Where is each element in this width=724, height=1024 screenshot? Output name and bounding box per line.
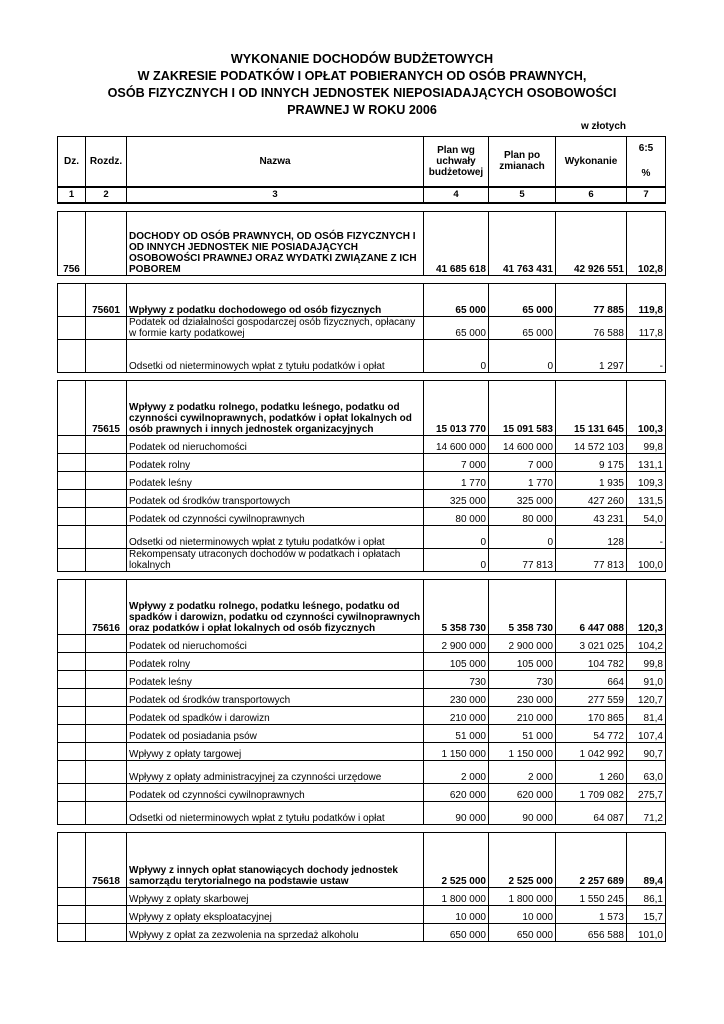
item-name: Podatek od środków transportowych xyxy=(127,688,424,706)
group-plan: 5 358 730 xyxy=(424,579,489,634)
table-header-row xyxy=(58,137,666,187)
group-plan-after: 15 091 583 xyxy=(489,380,556,435)
item-name: Odsetki od nieterminowych wpłat z tytułu podatków i opłat xyxy=(127,339,424,372)
group-dz xyxy=(58,832,86,887)
item-exec: 54 772 xyxy=(556,724,627,742)
item-dz xyxy=(58,525,86,548)
item-pct: 101,0 xyxy=(627,923,666,941)
item-exec: 1 042 992 xyxy=(556,742,627,760)
item-exec: 64 087 xyxy=(556,801,627,824)
item-name: Wpływy z opłaty administracyjnej za czynności urzędowe xyxy=(127,760,424,783)
item-rozdz xyxy=(86,724,127,742)
item-pct: 99,8 xyxy=(627,652,666,670)
item-exec: 14 572 103 xyxy=(556,435,627,453)
item-name: Podatek od nieruchomości xyxy=(127,435,424,453)
item-rozdz xyxy=(86,507,127,525)
item-plan: 1 800 000 xyxy=(424,887,489,905)
item-name: Podatek leśny xyxy=(127,670,424,688)
item-rozdz xyxy=(86,634,127,652)
section-exec: 42 926 551 xyxy=(556,211,627,275)
group-plan: 15 013 770 xyxy=(424,380,489,435)
item-exec: 43 231 xyxy=(556,507,627,525)
header-ratio-bottom: % xyxy=(641,168,651,180)
header-wykonanie: Wykonanie xyxy=(556,137,627,187)
item-plan: 210 000 xyxy=(424,706,489,724)
spacer-row xyxy=(58,372,666,380)
col-number: 1 xyxy=(58,187,86,203)
group-row xyxy=(58,832,666,887)
group-rozdz: 75615 xyxy=(86,380,127,435)
title-line-2: W ZAKRESIE PODATKÓW I OPŁAT POBIERANYCH OD OSÓB PRAWNYCH, xyxy=(137,69,587,83)
item-row xyxy=(58,801,666,824)
section-name: DOCHODY OD OSÓB PRAWNYCH, OD OSÓB FIZYCZNYCH I OD INNYCH JEDNOSTEK NIE POSIADAJĄCYCH OSOBOWOŚCI PRAWNEJ ORAZ WYDATKI ZWIĄZANE Z ICH POBOREM xyxy=(127,211,424,275)
item-pct: 99,8 xyxy=(627,435,666,453)
item-row xyxy=(58,706,666,724)
item-plan: 325 000 xyxy=(424,489,489,507)
item-plan: 0 xyxy=(424,525,489,548)
group-dz xyxy=(58,283,86,316)
item-rozdz xyxy=(86,548,127,571)
item-plan: 1 770 xyxy=(424,471,489,489)
item-dz xyxy=(58,435,86,453)
group-pct: 120,3 xyxy=(627,579,666,634)
item-plan: 0 xyxy=(424,339,489,372)
spacer-row xyxy=(58,824,666,832)
item-plan-after: 90 000 xyxy=(489,801,556,824)
item-plan-after: 14 600 000 xyxy=(489,435,556,453)
item-rozdz xyxy=(86,706,127,724)
item-plan: 7 000 xyxy=(424,453,489,471)
item-exec: 77 813 xyxy=(556,548,627,571)
item-plan: 14 600 000 xyxy=(424,435,489,453)
item-row xyxy=(58,339,666,372)
item-exec: 1 573 xyxy=(556,905,627,923)
group-exec: 77 885 xyxy=(556,283,627,316)
item-row xyxy=(58,453,666,471)
item-name: Podatek od spadków i darowizn xyxy=(127,706,424,724)
item-pct: 81,4 xyxy=(627,706,666,724)
group-rozdz: 75618 xyxy=(86,832,127,887)
item-dz xyxy=(58,453,86,471)
item-name: Wpływy z opłaty targowej xyxy=(127,742,424,760)
item-name: Odsetki od nieterminowych wpłat z tytułu podatków i opłat xyxy=(127,525,424,548)
item-row xyxy=(58,905,666,923)
item-plan-after: 1 800 000 xyxy=(489,887,556,905)
header-plan-zmiany: Plan po zmianach xyxy=(489,137,556,187)
item-plan: 230 000 xyxy=(424,688,489,706)
section-row xyxy=(58,211,666,275)
item-pct: 120,7 xyxy=(627,688,666,706)
item-plan-after: 10 000 xyxy=(489,905,556,923)
item-dz xyxy=(58,548,86,571)
item-rozdz xyxy=(86,489,127,507)
item-exec: 76 588 xyxy=(556,316,627,339)
item-rozdz xyxy=(86,688,127,706)
item-plan: 65 000 xyxy=(424,316,489,339)
item-plan-after: 210 000 xyxy=(489,706,556,724)
item-exec: 427 260 xyxy=(556,489,627,507)
item-plan-after: 730 xyxy=(489,670,556,688)
item-row xyxy=(58,316,666,339)
item-plan: 730 xyxy=(424,670,489,688)
item-rozdz xyxy=(86,670,127,688)
item-rozdz xyxy=(86,453,127,471)
item-row xyxy=(58,489,666,507)
item-exec: 664 xyxy=(556,670,627,688)
item-dz xyxy=(58,923,86,941)
item-pct: 86,1 xyxy=(627,887,666,905)
group-row xyxy=(58,579,666,634)
item-plan: 80 000 xyxy=(424,507,489,525)
item-plan-after: 0 xyxy=(489,339,556,372)
item-pct: - xyxy=(627,525,666,548)
item-rozdz xyxy=(86,316,127,339)
group-exec: 6 447 088 xyxy=(556,579,627,634)
column-number-row xyxy=(58,187,666,203)
section-dz: 756 xyxy=(58,211,86,275)
group-rozdz: 75616 xyxy=(86,579,127,634)
item-exec: 1 260 xyxy=(556,760,627,783)
item-name: Wpływy z opłaty eksploatacyjnej xyxy=(127,905,424,923)
item-pct: 107,4 xyxy=(627,724,666,742)
section-plan-after: 41 763 431 xyxy=(489,211,556,275)
item-name: Podatek od czynności cywilnoprawnych xyxy=(127,783,424,801)
item-exec: 104 782 xyxy=(556,652,627,670)
item-name: Wpływy z opłaty skarbowej xyxy=(127,887,424,905)
col-number: 2 xyxy=(86,187,127,203)
col-number: 5 xyxy=(489,187,556,203)
item-name: Podatek od posiadania psów xyxy=(127,724,424,742)
header-plan-uchwala: Plan wg uchwały budżetowej xyxy=(424,137,489,187)
group-plan-after: 2 525 000 xyxy=(489,832,556,887)
item-plan-after: 65 000 xyxy=(489,316,556,339)
item-exec: 277 559 xyxy=(556,688,627,706)
item-plan-after: 105 000 xyxy=(489,652,556,670)
col-number: 6 xyxy=(556,187,627,203)
item-dz xyxy=(58,316,86,339)
item-dz xyxy=(58,670,86,688)
item-pct: 109,3 xyxy=(627,471,666,489)
item-plan-after: 80 000 xyxy=(489,507,556,525)
item-exec: 1 709 082 xyxy=(556,783,627,801)
item-dz xyxy=(58,634,86,652)
col-number: 7 xyxy=(627,187,666,203)
item-pct: 90,7 xyxy=(627,742,666,760)
spacer-row xyxy=(58,571,666,579)
item-dz xyxy=(58,339,86,372)
item-rozdz xyxy=(86,339,127,372)
group-exec: 2 257 689 xyxy=(556,832,627,887)
item-plan: 2 900 000 xyxy=(424,634,489,652)
item-exec: 9 175 xyxy=(556,453,627,471)
item-pct: 54,0 xyxy=(627,507,666,525)
item-row xyxy=(58,688,666,706)
header-nazwa: Nazwa xyxy=(127,137,424,187)
item-dz xyxy=(58,905,86,923)
item-row xyxy=(58,923,666,941)
item-rozdz xyxy=(86,742,127,760)
item-row xyxy=(58,435,666,453)
item-dz xyxy=(58,489,86,507)
item-plan: 2 000 xyxy=(424,760,489,783)
item-name: Podatek od działalności gospodarczej osób fizycznych, opłacany w formie karty podatkowej xyxy=(127,316,424,339)
section-plan: 41 685 618 xyxy=(424,211,489,275)
item-rozdz xyxy=(86,801,127,824)
item-name: Odsetki od nieterminowych wpłat z tytułu podatków i opłat xyxy=(127,801,424,824)
document-title xyxy=(60,51,664,119)
group-row xyxy=(58,283,666,316)
group-plan: 65 000 xyxy=(424,283,489,316)
item-plan-after: 1 150 000 xyxy=(489,742,556,760)
item-dz xyxy=(58,742,86,760)
item-rozdz xyxy=(86,471,127,489)
item-pct: 91,0 xyxy=(627,670,666,688)
title-line-4: PRAWNEJ W ROKU 2006 xyxy=(287,103,437,117)
item-plan-after: 77 813 xyxy=(489,548,556,571)
col-number: 4 xyxy=(424,187,489,203)
spacer-row xyxy=(58,275,666,283)
item-rozdz xyxy=(86,525,127,548)
group-pct: 100,3 xyxy=(627,380,666,435)
item-rozdz xyxy=(86,905,127,923)
group-plan-after: 65 000 xyxy=(489,283,556,316)
group-rozdz: 75601 xyxy=(86,283,127,316)
group-name: Wpływy z innych opłat stanowiących dochody jednostek samorządu terytorialnego na podstawie ustaw xyxy=(127,832,424,887)
item-plan-after: 2 900 000 xyxy=(489,634,556,652)
item-plan: 51 000 xyxy=(424,724,489,742)
item-plan-after: 7 000 xyxy=(489,453,556,471)
item-row xyxy=(58,783,666,801)
group-row xyxy=(58,380,666,435)
title-line-1: WYKONANIE DOCHODÓW BUDŻETOWYCH xyxy=(230,52,494,66)
item-row xyxy=(58,548,666,571)
item-pct: 131,5 xyxy=(627,489,666,507)
item-row xyxy=(58,507,666,525)
item-dz xyxy=(58,887,86,905)
item-plan-after: 0 xyxy=(489,525,556,548)
item-name: Podatek od czynności cywilnoprawnych xyxy=(127,507,424,525)
item-name: Podatek od nieruchomości xyxy=(127,634,424,652)
item-dz xyxy=(58,801,86,824)
group-dz xyxy=(58,579,86,634)
title-line-3: OSÓB FIZYCZNYCH I OD INNYCH JEDNOSTEK NIEPOSIADAJĄCYCH OSOBOWOŚCI xyxy=(107,86,617,100)
item-rozdz xyxy=(86,887,127,905)
item-plan: 105 000 xyxy=(424,652,489,670)
item-row xyxy=(58,742,666,760)
item-row xyxy=(58,525,666,548)
group-pct: 119,8 xyxy=(627,283,666,316)
group-name: Wpływy z podatku rolnego, podatku leśnego, podatku od czynności cywilnoprawnych, podatków i opłat lokalnych od osób prawnych i innych jednostek organizacyjnych xyxy=(127,380,424,435)
item-row xyxy=(58,634,666,652)
col-number: 3 xyxy=(127,187,424,203)
item-dz xyxy=(58,783,86,801)
item-plan: 620 000 xyxy=(424,783,489,801)
item-pct: 100,0 xyxy=(627,548,666,571)
item-dz xyxy=(58,507,86,525)
header-dz: Dz. xyxy=(58,137,86,187)
item-dz xyxy=(58,471,86,489)
item-plan-after: 650 000 xyxy=(489,923,556,941)
item-row xyxy=(58,760,666,783)
item-dz xyxy=(58,724,86,742)
item-plan-after: 1 770 xyxy=(489,471,556,489)
item-exec: 170 865 xyxy=(556,706,627,724)
item-dz xyxy=(58,652,86,670)
item-row xyxy=(58,652,666,670)
item-exec: 1 935 xyxy=(556,471,627,489)
item-pct: 275,7 xyxy=(627,783,666,801)
header-rozdz: Rozdz. xyxy=(86,137,127,187)
item-pct: 131,1 xyxy=(627,453,666,471)
item-row xyxy=(58,471,666,489)
item-plan-after: 2 000 xyxy=(489,760,556,783)
item-exec: 128 xyxy=(556,525,627,548)
item-name: Podatek rolny xyxy=(127,652,424,670)
item-exec: 3 021 025 xyxy=(556,634,627,652)
currency-unit-label: w złotych xyxy=(580,121,626,132)
group-plan-after: 5 358 730 xyxy=(489,579,556,634)
item-exec: 1 550 245 xyxy=(556,887,627,905)
section-pct: 102,8 xyxy=(627,211,666,275)
item-rozdz xyxy=(86,783,127,801)
group-name: Wpływy z podatku rolnego, podatku leśnego, podatku od spadków i darowizn, podatku od czynności cywilnoprawnych oraz podatków i opłat lokalnych od osób fizycznych xyxy=(127,579,424,634)
header-ratio xyxy=(627,137,666,187)
item-pct: 71,2 xyxy=(627,801,666,824)
item-pct: 15,7 xyxy=(627,905,666,923)
group-plan: 2 525 000 xyxy=(424,832,489,887)
item-plan: 90 000 xyxy=(424,801,489,824)
item-pct: 104,2 xyxy=(627,634,666,652)
item-row xyxy=(58,670,666,688)
item-exec: 1 297 xyxy=(556,339,627,372)
item-rozdz xyxy=(86,435,127,453)
group-pct: 89,4 xyxy=(627,832,666,887)
item-plan-after: 620 000 xyxy=(489,783,556,801)
item-plan-after: 230 000 xyxy=(489,688,556,706)
item-name: Wpływy z opłat za zezwolenia na sprzedaż alkoholu xyxy=(127,923,424,941)
item-row xyxy=(58,887,666,905)
item-pct: 63,0 xyxy=(627,760,666,783)
item-plan: 650 000 xyxy=(424,923,489,941)
header-ratio-top: 6:5 xyxy=(638,143,654,155)
item-name: Podatek rolny xyxy=(127,453,424,471)
item-rozdz xyxy=(86,923,127,941)
item-pct: - xyxy=(627,339,666,372)
item-rozdz xyxy=(86,760,127,783)
spacer-row xyxy=(58,203,666,212)
group-name: Wpływy z podatku dochodowego od osób fizycznych xyxy=(127,283,424,316)
item-name: Podatek leśny xyxy=(127,471,424,489)
item-name: Podatek od środków transportowych xyxy=(127,489,424,507)
item-plan: 10 000 xyxy=(424,905,489,923)
group-dz xyxy=(58,380,86,435)
item-dz xyxy=(58,706,86,724)
item-plan: 0 xyxy=(424,548,489,571)
budget-income-table xyxy=(57,136,666,942)
group-exec: 15 131 645 xyxy=(556,380,627,435)
item-plan: 1 150 000 xyxy=(424,742,489,760)
item-dz xyxy=(58,760,86,783)
item-plan-after: 51 000 xyxy=(489,724,556,742)
item-plan-after: 325 000 xyxy=(489,489,556,507)
item-exec: 656 588 xyxy=(556,923,627,941)
item-name: Rekompensaty utraconych dochodów w podatkach i opłatach lokalnych xyxy=(127,548,424,571)
item-pct: 117,8 xyxy=(627,316,666,339)
item-dz xyxy=(58,688,86,706)
item-row xyxy=(58,724,666,742)
item-rozdz xyxy=(86,652,127,670)
